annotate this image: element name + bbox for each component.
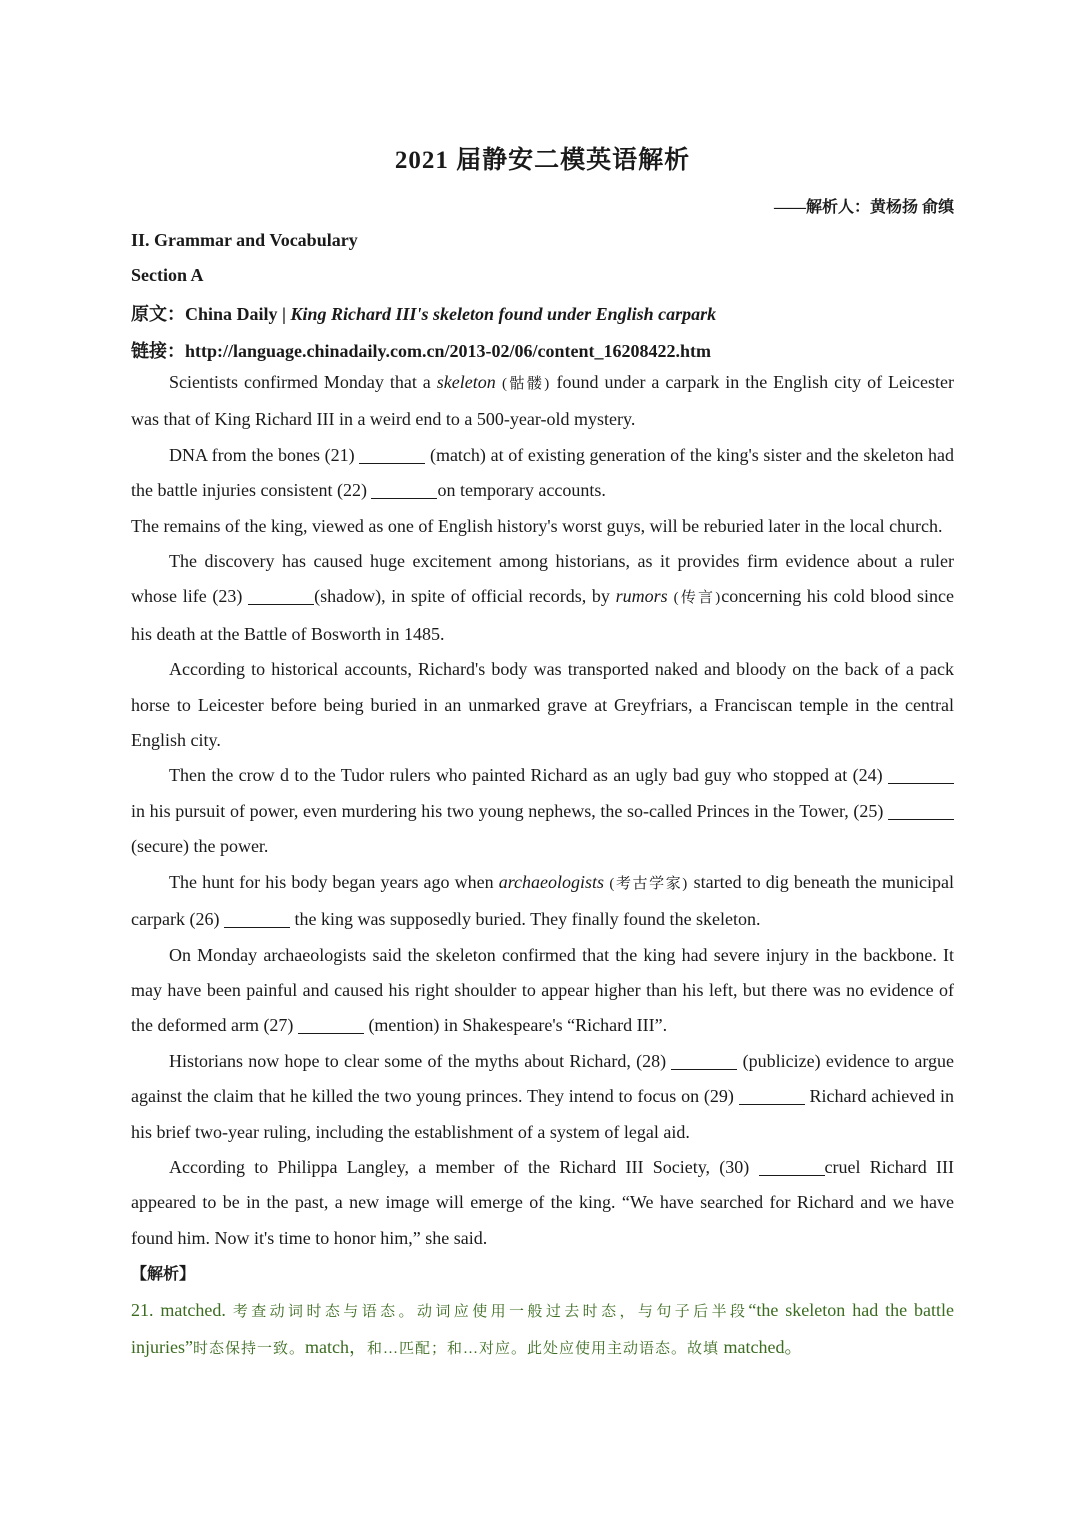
blank-29[interactable]: [739, 1086, 805, 1105]
paragraph-9: Historians now hope to clear some of the myths about Richard, (28) (publicize) evidence to argue against the claim that he killed the two young princes. They intend to focus on (29) Richard achieved in his brief two-year ruling, including the establishment of a system of legal aid.: [131, 1050, 954, 1142]
blank-25[interactable]: [888, 801, 954, 820]
passage: [131, 365, 954, 1367]
link-url[interactable]: http://language.chinadaily.com.cn/2013-02/06/content_16208422.htm: [185, 341, 712, 361]
blank-22[interactable]: [371, 480, 437, 499]
link-line: [131, 337, 711, 363]
paragraph-5: According to historical accounts, Richard's body was transported naked and bloody on the back of a pack horse to Leicester before being buried in an unmarked grave at Greyfriars, a Franciscan temple in the central English city.: [131, 659, 954, 751]
section-heading: II. Grammar and Vocabulary: [131, 230, 358, 250]
paragraph-7: The hunt for his body began years ago when archaeologists (考古学家) started to dig beneath the municipal carpark (26) the king was supposedly buried. They finally found the skeleton.: [131, 871, 954, 930]
gloss-word: archaeologists: [498, 871, 605, 892]
gloss-word: rumors: [615, 586, 668, 607]
subsection-heading: Section A: [131, 265, 204, 285]
blank-26[interactable]: [224, 909, 290, 928]
blank-27[interactable]: [298, 1015, 364, 1034]
analysis-heading: 【解析】: [131, 1266, 196, 1284]
link-label: 链接：: [131, 341, 185, 361]
blank-30[interactable]: [759, 1157, 825, 1176]
page-title: 2021 届静安二模英语解析: [394, 147, 691, 174]
blank-24[interactable]: [888, 765, 954, 784]
gloss-chinese: (传言): [667, 590, 722, 607]
source-publication: China Daily |: [185, 304, 291, 324]
author-line: ——解析人：黄杨扬 俞缜: [773, 199, 954, 216]
paragraph-3: The remains of the king, viewed as one of English history's worst guys, will be reburied later in the local church.: [131, 515, 943, 536]
paragraph-6: Then the crow d to the Tudor rulers who painted Richard as an ugly bad guy who stopped at (24) in his pursuit of power, even murdering his two young nephews, the so-called Princes in the Tower, (25) (secure) the power.: [131, 758, 954, 864]
gloss-word: skeleton: [436, 372, 496, 392]
source-article-title: King Richard III's skeleton found under English carpark: [290, 304, 717, 324]
blank-21[interactable]: [359, 445, 425, 464]
blank-23[interactable]: [248, 586, 314, 605]
source-line: [131, 300, 716, 326]
paragraph-4: The discovery has caused huge excitement among historians, as it provides firm evidence about a ruler whose life (23) (shadow), in spite of official records, by rumors (传言)concerning his cold blood since his death at the Battle of Bosworth in 1485.: [131, 551, 955, 644]
paragraph-2: DNA from the bones (21) (match) at of existing generation of the king's sister and the skeleton had the battle injuries consistent (22) on temporary accounts.: [131, 444, 954, 501]
gloss-chinese: (考古学家): [604, 875, 694, 892]
paragraph-1: Scientists confirmed Monday that a skeleton (骷髅) found under a carpark in the English city of Leicester was that of King Richard III in a weird end to a 500-year-old mystery.: [131, 372, 954, 430]
analysis-answer-21: 21. matched. 考查动词时态与语态。动词应使用一般过去时态，与句子后半段“the skeleton had the battle injuries”时态保持一致。match，和…匹配；和…对应。此处应使用主动语态。故填 matched。: [131, 1299, 954, 1357]
source-label: 原文：: [131, 304, 185, 324]
paragraph-10: According to Philippa Langley, a member of the Richard III Society, (30) cruel Richard III appeared to be in the past, a new image will emerge of the king. “We have searched for Richard and we have found him. Now it's time to honor him,” she said.: [131, 1156, 954, 1248]
gloss-chinese: (骷髅): [495, 376, 557, 392]
blank-28[interactable]: [671, 1051, 737, 1070]
paragraph-8: On Monday archaeologists said the skeleton confirmed that the king had severe injury in the backbone. It may have been painful and caused his right shoulder to appear higher than his left, but there was no evidence of the deformed arm (27) (mention) in Shakespeare's “Richard III”.: [131, 944, 954, 1036]
